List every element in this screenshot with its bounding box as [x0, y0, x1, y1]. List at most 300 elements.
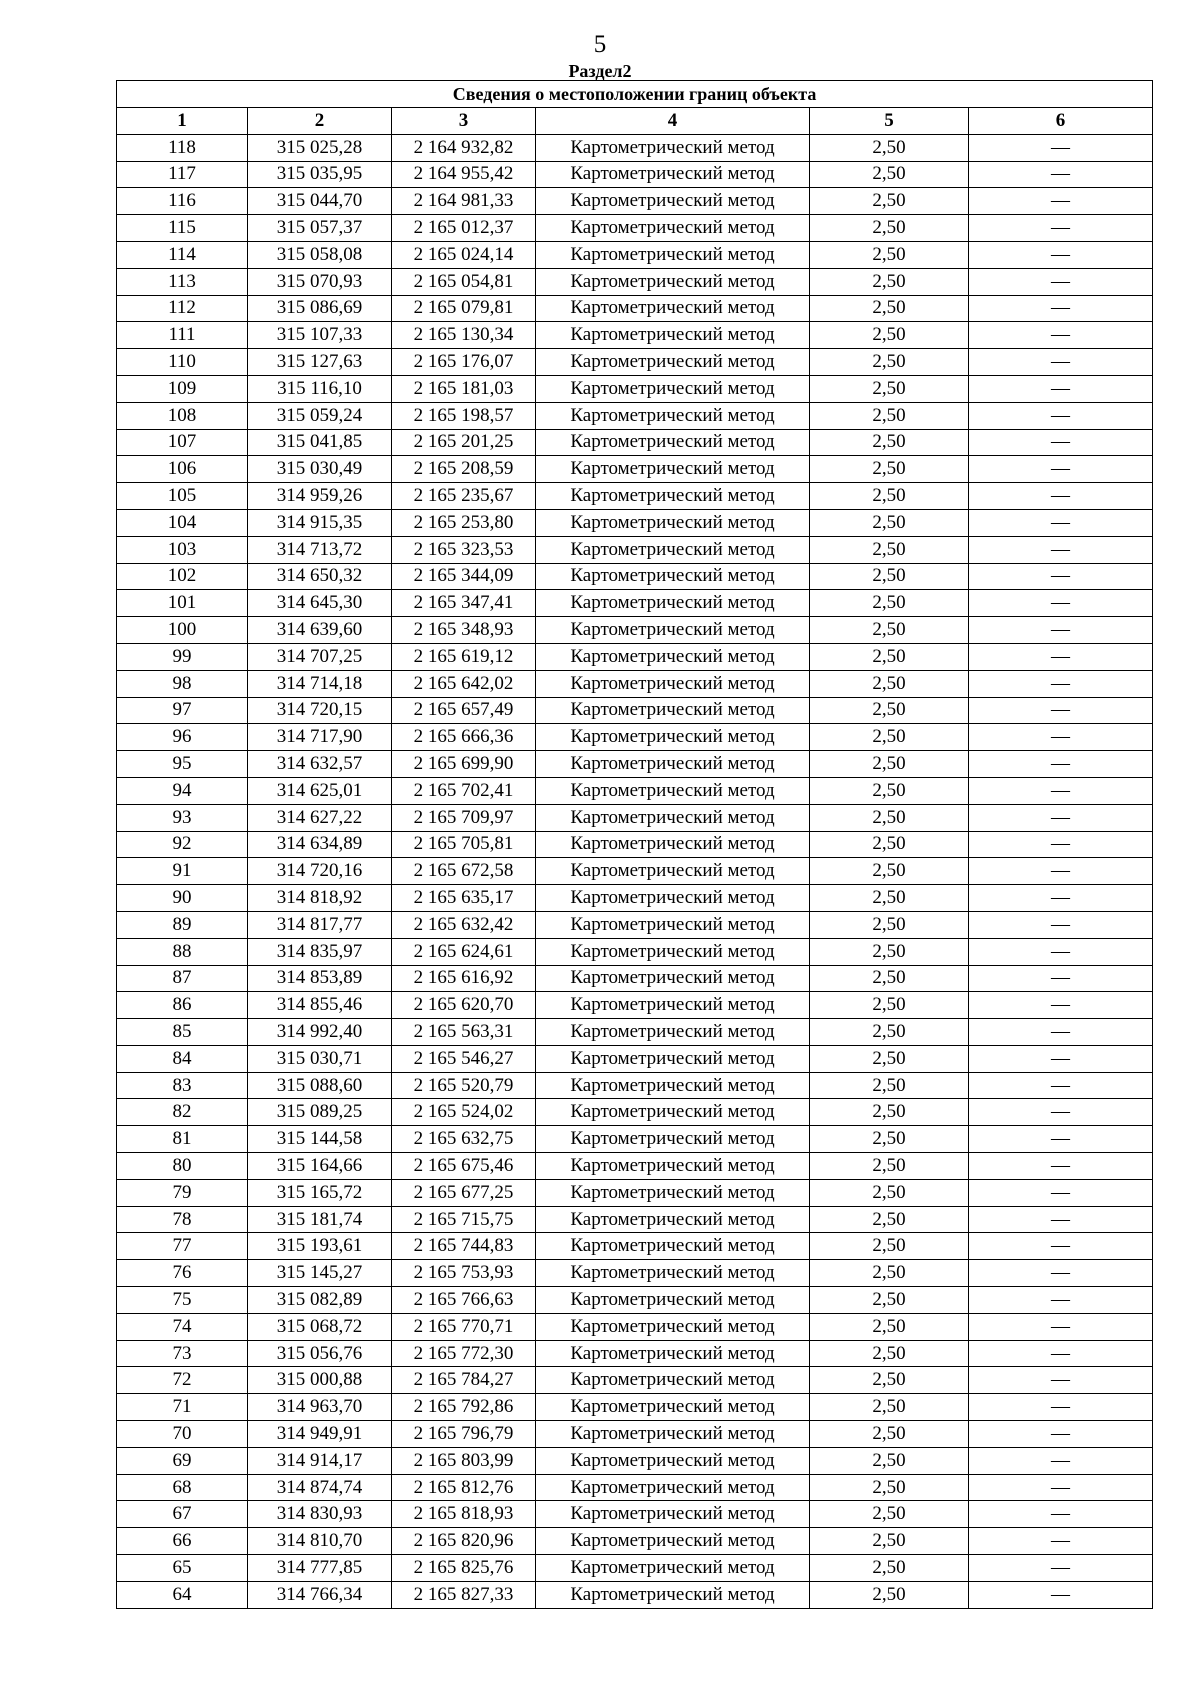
- table-row: [117, 938, 1153, 965]
- method-cell: Картометрический метод: [536, 1019, 810, 1046]
- accuracy-cell: 2,50: [810, 751, 969, 778]
- y-coordinate-cell: 2 165 347,41: [392, 590, 536, 617]
- y-coordinate-cell: 2 165 825,76: [392, 1555, 536, 1582]
- x-coordinate-cell: 314 717,90: [248, 724, 392, 751]
- x-coordinate-cell: 314 632,57: [248, 751, 392, 778]
- x-coordinate-cell: 315 107,33: [248, 322, 392, 349]
- x-coordinate-cell: 314 874,74: [248, 1474, 392, 1501]
- accuracy-cell: 2,50: [810, 1474, 969, 1501]
- point-number-cell: 104: [117, 509, 248, 536]
- table-row: [117, 375, 1153, 402]
- description-cell: —: [969, 349, 1153, 376]
- point-number-cell: 70: [117, 1421, 248, 1448]
- table-row: [117, 697, 1153, 724]
- accuracy-cell: 2,50: [810, 402, 969, 429]
- accuracy-cell: 2,50: [810, 483, 969, 510]
- x-coordinate-cell: 314 639,60: [248, 617, 392, 644]
- method-cell: Картометрический метод: [536, 295, 810, 322]
- description-cell: —: [969, 1421, 1153, 1448]
- point-number-cell: 72: [117, 1367, 248, 1394]
- point-number-cell: 67: [117, 1501, 248, 1528]
- description-cell: —: [969, 268, 1153, 295]
- point-number-cell: 109: [117, 375, 248, 402]
- y-coordinate-cell: 2 165 818,93: [392, 1501, 536, 1528]
- accuracy-cell: 2,50: [810, 1179, 969, 1206]
- point-number-cell: 90: [117, 885, 248, 912]
- table-row: [117, 643, 1153, 670]
- y-coordinate-cell: 2 165 632,42: [392, 911, 536, 938]
- x-coordinate-cell: 314 634,89: [248, 831, 392, 858]
- table-header-row: [117, 108, 1153, 135]
- y-coordinate-cell: 2 165 699,90: [392, 751, 536, 778]
- x-coordinate-cell: 315 088,60: [248, 1072, 392, 1099]
- method-cell: Картометрический метод: [536, 134, 810, 161]
- y-coordinate-cell: 2 165 201,25: [392, 429, 536, 456]
- point-number-cell: 101: [117, 590, 248, 617]
- table-row: [117, 1233, 1153, 1260]
- table-row: [117, 1340, 1153, 1367]
- method-cell: Картометрический метод: [536, 215, 810, 242]
- description-cell: —: [969, 804, 1153, 831]
- description-cell: —: [969, 1313, 1153, 1340]
- y-coordinate-cell: 2 165 616,92: [392, 965, 536, 992]
- column-header: 5: [810, 108, 969, 135]
- x-coordinate-cell: 314 949,91: [248, 1421, 392, 1448]
- table-row: [117, 777, 1153, 804]
- description-cell: —: [969, 429, 1153, 456]
- x-coordinate-cell: 314 959,26: [248, 483, 392, 510]
- column-header: 1: [117, 108, 248, 135]
- point-number-cell: 112: [117, 295, 248, 322]
- x-coordinate-cell: 315 193,61: [248, 1233, 392, 1260]
- description-cell: —: [969, 402, 1153, 429]
- description-cell: —: [969, 1179, 1153, 1206]
- method-cell: Картометрический метод: [536, 1099, 810, 1126]
- accuracy-cell: 2,50: [810, 536, 969, 563]
- y-coordinate-cell: 2 164 932,82: [392, 134, 536, 161]
- description-cell: —: [969, 1367, 1153, 1394]
- method-cell: Картометрический метод: [536, 1179, 810, 1206]
- description-cell: —: [969, 1474, 1153, 1501]
- y-coordinate-cell: 2 165 792,86: [392, 1394, 536, 1421]
- x-coordinate-cell: 315 127,63: [248, 349, 392, 376]
- description-cell: —: [969, 1045, 1153, 1072]
- table-row: [117, 349, 1153, 376]
- point-number-cell: 115: [117, 215, 248, 242]
- point-number-cell: 102: [117, 563, 248, 590]
- method-cell: Картометрический метод: [536, 429, 810, 456]
- table-row: [117, 268, 1153, 295]
- y-coordinate-cell: 2 165 820,96: [392, 1528, 536, 1555]
- description-cell: —: [969, 590, 1153, 617]
- accuracy-cell: 2,50: [810, 670, 969, 697]
- x-coordinate-cell: 314 915,35: [248, 509, 392, 536]
- method-cell: Картометрический метод: [536, 456, 810, 483]
- accuracy-cell: 2,50: [810, 1421, 969, 1448]
- point-number-cell: 117: [117, 161, 248, 188]
- accuracy-cell: 2,50: [810, 295, 969, 322]
- method-cell: Картометрический метод: [536, 402, 810, 429]
- description-cell: —: [969, 375, 1153, 402]
- table-row: [117, 1206, 1153, 1233]
- point-number-cell: 97: [117, 697, 248, 724]
- accuracy-cell: 2,50: [810, 1019, 969, 1046]
- x-coordinate-cell: 315 181,74: [248, 1206, 392, 1233]
- method-cell: Картометрический метод: [536, 1340, 810, 1367]
- table-row: [117, 1528, 1153, 1555]
- x-coordinate-cell: 315 000,88: [248, 1367, 392, 1394]
- method-cell: Картометрический метод: [536, 1528, 810, 1555]
- x-coordinate-cell: 314 720,15: [248, 697, 392, 724]
- y-coordinate-cell: 2 165 176,07: [392, 349, 536, 376]
- point-number-cell: 116: [117, 188, 248, 215]
- x-coordinate-cell: 314 713,72: [248, 536, 392, 563]
- accuracy-cell: 2,50: [810, 1099, 969, 1126]
- point-number-cell: 107: [117, 429, 248, 456]
- method-cell: Картометрический метод: [536, 349, 810, 376]
- x-coordinate-cell: 314 645,30: [248, 590, 392, 617]
- page-number: 5: [593, 31, 607, 58]
- y-coordinate-cell: 2 165 253,80: [392, 509, 536, 536]
- accuracy-cell: 2,50: [810, 858, 969, 885]
- description-cell: —: [969, 563, 1153, 590]
- x-coordinate-cell: 314 720,16: [248, 858, 392, 885]
- accuracy-cell: 2,50: [810, 965, 969, 992]
- point-number-cell: 79: [117, 1179, 248, 1206]
- y-coordinate-cell: 2 165 079,81: [392, 295, 536, 322]
- column-header: 2: [248, 108, 392, 135]
- description-cell: —: [969, 965, 1153, 992]
- column-header: 3: [392, 108, 536, 135]
- point-number-cell: 69: [117, 1447, 248, 1474]
- point-number-cell: 100: [117, 617, 248, 644]
- x-coordinate-cell: 315 058,08: [248, 241, 392, 268]
- method-cell: Картометрический метод: [536, 1260, 810, 1287]
- point-number-cell: 98: [117, 670, 248, 697]
- table-caption: Сведения о местоположении границ объекта: [117, 81, 1153, 108]
- table-row: [117, 456, 1153, 483]
- x-coordinate-cell: 314 818,92: [248, 885, 392, 912]
- accuracy-cell: 2,50: [810, 188, 969, 215]
- x-coordinate-cell: 314 992,40: [248, 1019, 392, 1046]
- y-coordinate-cell: 2 165 563,31: [392, 1019, 536, 1046]
- x-coordinate-cell: 315 082,89: [248, 1287, 392, 1314]
- point-number-cell: 108: [117, 402, 248, 429]
- y-coordinate-cell: 2 164 955,42: [392, 161, 536, 188]
- method-cell: Картометрический метод: [536, 885, 810, 912]
- y-coordinate-cell: 2 165 677,25: [392, 1179, 536, 1206]
- point-number-cell: 66: [117, 1528, 248, 1555]
- y-coordinate-cell: 2 165 812,76: [392, 1474, 536, 1501]
- x-coordinate-cell: 315 035,95: [248, 161, 392, 188]
- table-row: [117, 1045, 1153, 1072]
- x-coordinate-cell: 314 777,85: [248, 1555, 392, 1582]
- method-cell: Картометрический метод: [536, 965, 810, 992]
- table-row: [117, 1260, 1153, 1287]
- method-cell: Картометрический метод: [536, 241, 810, 268]
- accuracy-cell: 2,50: [810, 1045, 969, 1072]
- method-cell: Картометрический метод: [536, 804, 810, 831]
- column-header: 4: [536, 108, 810, 135]
- point-number-cell: 106: [117, 456, 248, 483]
- method-cell: Картометрический метод: [536, 1233, 810, 1260]
- method-cell: Картометрический метод: [536, 1474, 810, 1501]
- accuracy-cell: 2,50: [810, 885, 969, 912]
- table-row: [117, 536, 1153, 563]
- table-row: [117, 483, 1153, 510]
- accuracy-cell: 2,50: [810, 134, 969, 161]
- y-coordinate-cell: 2 165 054,81: [392, 268, 536, 295]
- accuracy-cell: 2,50: [810, 161, 969, 188]
- point-number-cell: 93: [117, 804, 248, 831]
- table-row: [117, 965, 1153, 992]
- method-cell: Картометрический метод: [536, 161, 810, 188]
- y-coordinate-cell: 2 165 784,27: [392, 1367, 536, 1394]
- point-number-cell: 96: [117, 724, 248, 751]
- description-cell: —: [969, 1072, 1153, 1099]
- method-cell: Картометрический метод: [536, 831, 810, 858]
- y-coordinate-cell: 2 165 772,30: [392, 1340, 536, 1367]
- table-row: [117, 322, 1153, 349]
- method-cell: Картометрический метод: [536, 1421, 810, 1448]
- y-coordinate-cell: 2 165 753,93: [392, 1260, 536, 1287]
- y-coordinate-cell: 2 165 235,67: [392, 483, 536, 510]
- table-row: [117, 1394, 1153, 1421]
- method-cell: Картометрический метод: [536, 1206, 810, 1233]
- description-cell: —: [969, 938, 1153, 965]
- y-coordinate-cell: 2 165 632,75: [392, 1126, 536, 1153]
- x-coordinate-cell: 314 766,34: [248, 1581, 392, 1608]
- table-row: [117, 1447, 1153, 1474]
- accuracy-cell: 2,50: [810, 509, 969, 536]
- point-number-cell: 74: [117, 1313, 248, 1340]
- x-coordinate-cell: 315 089,25: [248, 1099, 392, 1126]
- accuracy-cell: 2,50: [810, 241, 969, 268]
- table-row: [117, 188, 1153, 215]
- table-row: [117, 215, 1153, 242]
- method-cell: Картометрический метод: [536, 483, 810, 510]
- description-cell: —: [969, 1447, 1153, 1474]
- y-coordinate-cell: 2 165 642,02: [392, 670, 536, 697]
- description-cell: —: [969, 161, 1153, 188]
- y-coordinate-cell: 2 165 198,57: [392, 402, 536, 429]
- table-row: [117, 1287, 1153, 1314]
- accuracy-cell: 2,50: [810, 804, 969, 831]
- method-cell: Картометрический метод: [536, 1501, 810, 1528]
- description-cell: —: [969, 617, 1153, 644]
- description-cell: —: [969, 697, 1153, 724]
- table-row: [117, 1179, 1153, 1206]
- accuracy-cell: 2,50: [810, 375, 969, 402]
- point-number-cell: 71: [117, 1394, 248, 1421]
- point-number-cell: 118: [117, 134, 248, 161]
- method-cell: Картометрический метод: [536, 858, 810, 885]
- x-coordinate-cell: 315 086,69: [248, 295, 392, 322]
- point-number-cell: 65: [117, 1555, 248, 1582]
- y-coordinate-cell: 2 165 323,53: [392, 536, 536, 563]
- point-number-cell: 94: [117, 777, 248, 804]
- table-row: [117, 563, 1153, 590]
- point-number-cell: 86: [117, 992, 248, 1019]
- x-coordinate-cell: 314 707,25: [248, 643, 392, 670]
- table-row: [117, 509, 1153, 536]
- description-cell: —: [969, 1287, 1153, 1314]
- point-number-cell: 83: [117, 1072, 248, 1099]
- accuracy-cell: 2,50: [810, 563, 969, 590]
- description-cell: —: [969, 215, 1153, 242]
- y-coordinate-cell: 2 165 666,36: [392, 724, 536, 751]
- y-coordinate-cell: 2 165 348,93: [392, 617, 536, 644]
- description-cell: —: [969, 241, 1153, 268]
- x-coordinate-cell: 314 625,01: [248, 777, 392, 804]
- accuracy-cell: 2,50: [810, 1287, 969, 1314]
- accuracy-cell: 2,50: [810, 1581, 969, 1608]
- x-coordinate-cell: 315 145,27: [248, 1260, 392, 1287]
- y-coordinate-cell: 2 165 012,37: [392, 215, 536, 242]
- x-coordinate-cell: 315 116,10: [248, 375, 392, 402]
- description-cell: —: [969, 1019, 1153, 1046]
- description-cell: —: [969, 1233, 1153, 1260]
- point-number-cell: 81: [117, 1126, 248, 1153]
- y-coordinate-cell: 2 165 672,58: [392, 858, 536, 885]
- accuracy-cell: 2,50: [810, 1447, 969, 1474]
- x-coordinate-cell: 315 044,70: [248, 188, 392, 215]
- y-coordinate-cell: 2 165 744,83: [392, 1233, 536, 1260]
- table-row: [117, 617, 1153, 644]
- table-row: [117, 1367, 1153, 1394]
- section-title: Раздел2: [568, 61, 632, 81]
- accuracy-cell: 2,50: [810, 1555, 969, 1582]
- method-cell: Картометрический метод: [536, 751, 810, 778]
- accuracy-cell: 2,50: [810, 1233, 969, 1260]
- table-caption-row: [117, 81, 1153, 108]
- accuracy-cell: 2,50: [810, 1394, 969, 1421]
- description-cell: —: [969, 1126, 1153, 1153]
- description-cell: —: [969, 295, 1153, 322]
- description-cell: —: [969, 1501, 1153, 1528]
- y-coordinate-cell: 2 165 796,79: [392, 1421, 536, 1448]
- method-cell: Картометрический метод: [536, 1555, 810, 1582]
- accuracy-cell: 2,50: [810, 268, 969, 295]
- description-cell: —: [969, 670, 1153, 697]
- y-coordinate-cell: 2 165 705,81: [392, 831, 536, 858]
- accuracy-cell: 2,50: [810, 938, 969, 965]
- description-cell: —: [969, 1394, 1153, 1421]
- method-cell: Картометрический метод: [536, 777, 810, 804]
- y-coordinate-cell: 2 165 619,12: [392, 643, 536, 670]
- x-coordinate-cell: 315 041,85: [248, 429, 392, 456]
- table-row: [117, 429, 1153, 456]
- table-row: [117, 992, 1153, 1019]
- accuracy-cell: 2,50: [810, 429, 969, 456]
- y-coordinate-cell: 2 165 675,46: [392, 1153, 536, 1180]
- accuracy-cell: 2,50: [810, 697, 969, 724]
- description-cell: —: [969, 456, 1153, 483]
- accuracy-cell: 2,50: [810, 643, 969, 670]
- x-coordinate-cell: 315 030,71: [248, 1045, 392, 1072]
- table-row: [117, 590, 1153, 617]
- table-row: [117, 885, 1153, 912]
- accuracy-cell: 2,50: [810, 992, 969, 1019]
- y-coordinate-cell: 2 165 715,75: [392, 1206, 536, 1233]
- description-cell: —: [969, 188, 1153, 215]
- x-coordinate-cell: 314 650,32: [248, 563, 392, 590]
- point-number-cell: 87: [117, 965, 248, 992]
- method-cell: Картометрический метод: [536, 509, 810, 536]
- method-cell: Картометрический метод: [536, 643, 810, 670]
- y-coordinate-cell: 2 165 208,59: [392, 456, 536, 483]
- accuracy-cell: 2,50: [810, 456, 969, 483]
- method-cell: Картометрический метод: [536, 536, 810, 563]
- method-cell: Картометрический метод: [536, 1447, 810, 1474]
- description-cell: —: [969, 536, 1153, 563]
- table-row: [117, 858, 1153, 885]
- y-coordinate-cell: 2 165 344,09: [392, 563, 536, 590]
- table-row: [117, 1421, 1153, 1448]
- description-cell: —: [969, 1555, 1153, 1582]
- method-cell: Картометрический метод: [536, 911, 810, 938]
- x-coordinate-cell: 315 164,66: [248, 1153, 392, 1180]
- description-cell: —: [969, 509, 1153, 536]
- description-cell: —: [969, 751, 1153, 778]
- x-coordinate-cell: 314 830,93: [248, 1501, 392, 1528]
- accuracy-cell: 2,50: [810, 831, 969, 858]
- x-coordinate-cell: 315 030,49: [248, 456, 392, 483]
- accuracy-cell: 2,50: [810, 1313, 969, 1340]
- accuracy-cell: 2,50: [810, 1206, 969, 1233]
- description-cell: —: [969, 1340, 1153, 1367]
- description-cell: —: [969, 643, 1153, 670]
- x-coordinate-cell: 314 963,70: [248, 1394, 392, 1421]
- y-coordinate-cell: 2 165 657,49: [392, 697, 536, 724]
- accuracy-cell: 2,50: [810, 215, 969, 242]
- x-coordinate-cell: 314 810,70: [248, 1528, 392, 1555]
- method-cell: Картометрический метод: [536, 1045, 810, 1072]
- description-cell: —: [969, 322, 1153, 349]
- table-row: [117, 1126, 1153, 1153]
- y-coordinate-cell: 2 165 130,34: [392, 322, 536, 349]
- description-cell: —: [969, 885, 1153, 912]
- point-number-cell: 114: [117, 241, 248, 268]
- x-coordinate-cell: 314 817,77: [248, 911, 392, 938]
- accuracy-cell: 2,50: [810, 590, 969, 617]
- table-row: [117, 1474, 1153, 1501]
- x-coordinate-cell: 315 056,76: [248, 1340, 392, 1367]
- accuracy-cell: 2,50: [810, 322, 969, 349]
- table-row: [117, 241, 1153, 268]
- table-row: [117, 1072, 1153, 1099]
- description-cell: —: [969, 777, 1153, 804]
- description-cell: —: [969, 1153, 1153, 1180]
- table-row: [117, 831, 1153, 858]
- table-row: [117, 1501, 1153, 1528]
- accuracy-cell: 2,50: [810, 1340, 969, 1367]
- column-header: 6: [969, 108, 1153, 135]
- y-coordinate-cell: 2 165 827,33: [392, 1581, 536, 1608]
- description-cell: —: [969, 483, 1153, 510]
- accuracy-cell: 2,50: [810, 1153, 969, 1180]
- point-number-cell: 91: [117, 858, 248, 885]
- description-cell: —: [969, 1099, 1153, 1126]
- point-number-cell: 68: [117, 1474, 248, 1501]
- x-coordinate-cell: 314 853,89: [248, 965, 392, 992]
- table-row: [117, 724, 1153, 751]
- point-number-cell: 89: [117, 911, 248, 938]
- x-coordinate-cell: 315 165,72: [248, 1179, 392, 1206]
- point-number-cell: 80: [117, 1153, 248, 1180]
- method-cell: Картометрический метод: [536, 268, 810, 295]
- point-number-cell: 88: [117, 938, 248, 965]
